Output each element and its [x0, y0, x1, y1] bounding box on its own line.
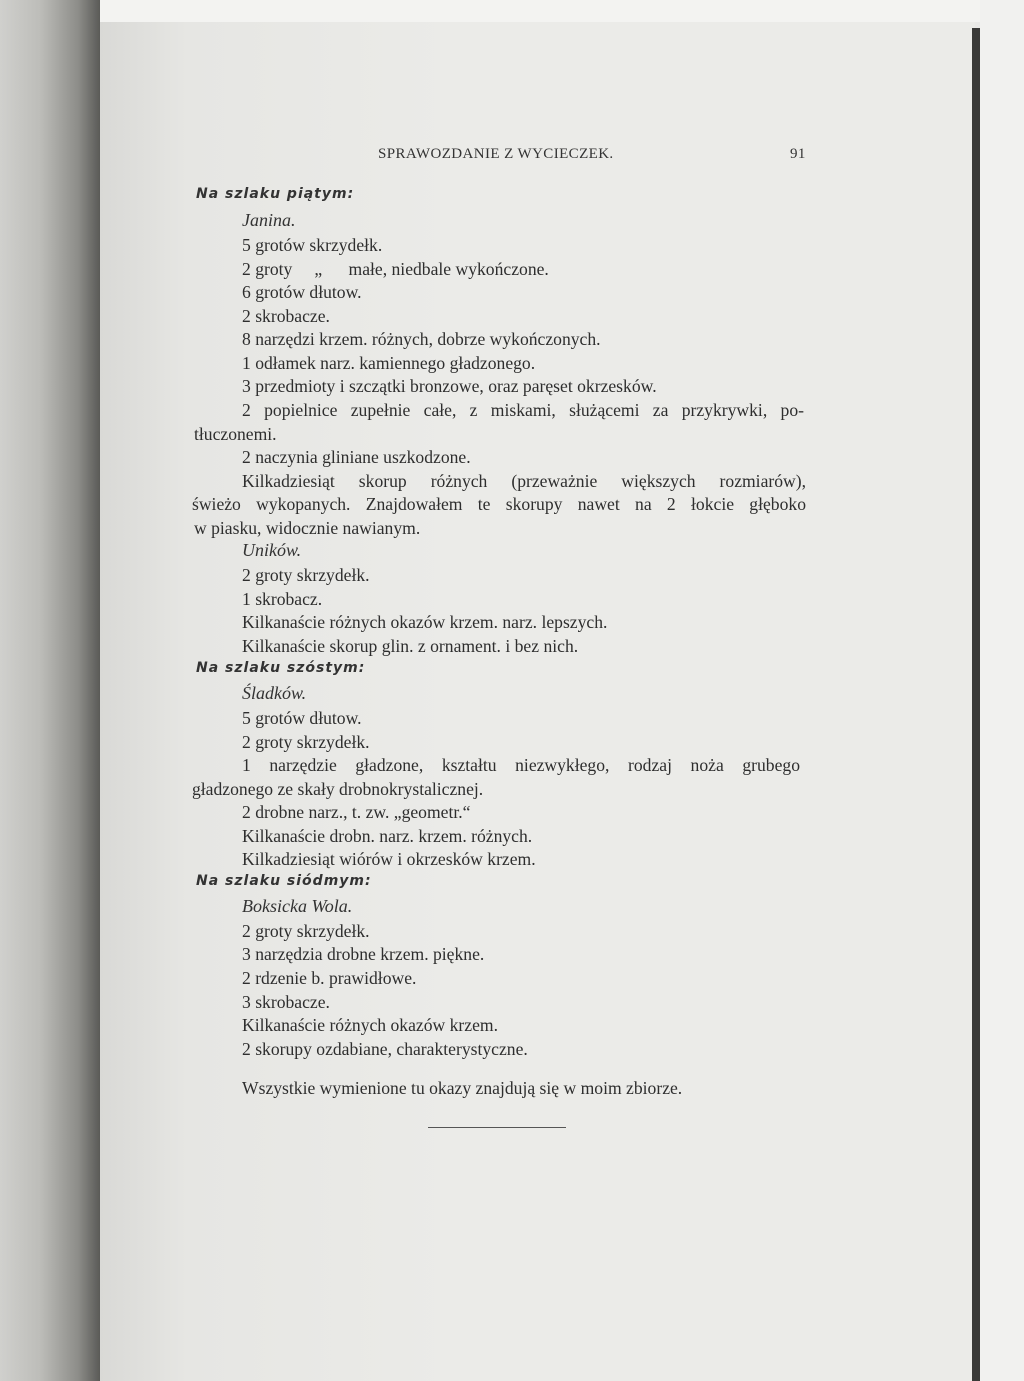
list-item: Kilkanaście różnych okazów krzem. narz. lepszych.: [242, 612, 608, 632]
list-item-continuation: tłuczonemi.: [194, 424, 277, 444]
list-item: 5 grotów dłutow.: [242, 708, 362, 728]
closing-sentence: Wszystkie wymienione tu okazy znajdują się w moim zbiorze.: [242, 1078, 683, 1098]
paragraph-line: świeżo wykopanych. Znajdowałem te skorupy nawet na 2 łokcie głęboko: [192, 494, 806, 514]
book-page: [100, 22, 975, 1381]
list-item: 6 grotów dłutow.: [242, 282, 362, 302]
section-end-rule: [428, 1127, 566, 1128]
list-item: 5 grotów skrzydełk.: [242, 235, 383, 255]
list-item: 3 skrobacze.: [242, 992, 330, 1012]
list-item: 3 przedmioty i szczątki bronzowe, oraz paręset okrzesków.: [242, 376, 657, 396]
list-item: 3 narzędzia drobne krzem. piękne.: [242, 944, 485, 964]
list-item: 2 rdzenie b. prawidłowe.: [242, 968, 417, 988]
list-item: Kilkanaście drobn. narz. krzem. różnych.: [242, 826, 533, 846]
list-item: 2 skorupy ozdabiane, charakterystyczne.: [242, 1039, 528, 1059]
section-heading-6: Na szlaku szóstym:: [196, 660, 366, 676]
list-item: Kilkadziesiąt wiórów i okrzesków krzem.: [242, 849, 536, 869]
running-header: [378, 146, 828, 163]
list-item: 8 narzędzi krzem. różnych, dobrze wykończonych.: [242, 329, 601, 349]
page-edge: [972, 28, 980, 1381]
scan-background-right: [980, 0, 1024, 1381]
section-heading-7: Na szlaku siódmym:: [196, 873, 372, 889]
place-name-unikow: Uników.: [242, 540, 302, 560]
place-name-boksicka-wola: Boksicka Wola.: [242, 896, 353, 916]
list-item: 2 drobne narz., t. zw. „geometr.“: [242, 802, 471, 822]
list-item: 2 groty „ małe, niedbale wykończone.: [242, 259, 549, 279]
list-item: 1 skrobacz.: [242, 589, 323, 609]
page-number: 91: [790, 146, 806, 162]
list-item: 2 naczynia gliniane uszkodzone.: [242, 447, 471, 467]
list-item: Kilkanaście różnych okazów krzem.: [242, 1015, 498, 1035]
place-name-janina: Janina.: [242, 210, 296, 230]
section-heading-5: Na szlaku piątym:: [196, 186, 355, 202]
list-item: 1 narzędzie gładzone, kształtu niezwykłego, rodzaj noża grubego: [242, 755, 800, 775]
list-item: 1 odłamek narz. kamiennego gładzonego.: [242, 353, 536, 373]
list-item-continuation: gładzonego ze skały drobnokrystalicznej.: [192, 779, 484, 799]
scan-background-top: [0, 0, 1024, 22]
paragraph-line: w piasku, widocznie nawianym.: [194, 518, 421, 538]
list-item: 2 groty skrzydełk.: [242, 921, 370, 941]
list-item: 2 groty skrzydełk.: [242, 565, 370, 585]
running-header-title: SPRAWOZDANIE Z WYCIECZEK.: [378, 146, 614, 162]
list-item: 2 groty skrzydełk.: [242, 732, 370, 752]
place-name-sladkow: Śladków.: [242, 683, 307, 703]
list-item: 2 skrobacze.: [242, 306, 330, 326]
paragraph-line: Kilkadziesiąt skorup różnych (przeważnie większych rozmiarów),: [242, 471, 806, 491]
book-gutter-shadow: [0, 0, 100, 1381]
list-item: Kilkanaście skorup glin. z ornament. i bez nich.: [242, 636, 579, 656]
list-item: 2 popielnice zupełnie całe, z miskami, służącemi za przykrywki, po-: [242, 400, 804, 420]
